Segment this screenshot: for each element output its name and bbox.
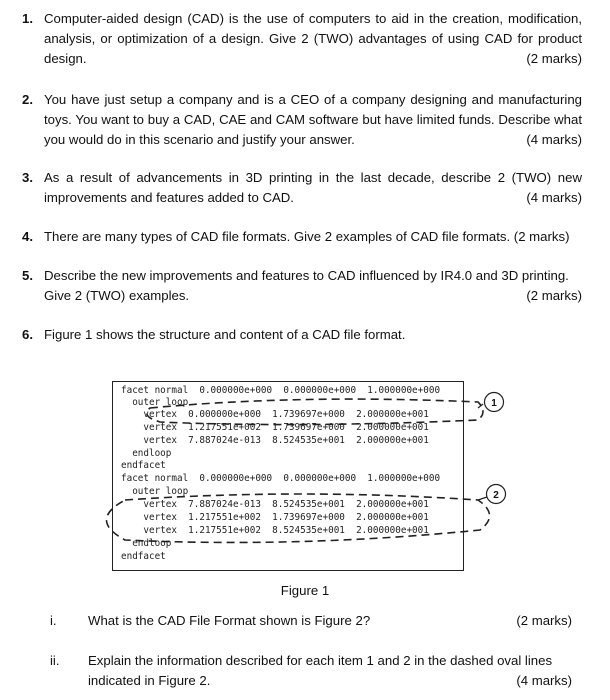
stl-line: vertex 7.887024e-013 8.524535e+001 2.000000e+001 xyxy=(121,499,429,510)
question-marks: (2 marks) xyxy=(513,229,570,244)
stl-line: outer loop xyxy=(121,397,189,408)
subquestion-text xyxy=(88,611,572,631)
subquestion-text xyxy=(88,651,572,691)
question-body: Figure 1 shows the structure and content of a CAD file format. xyxy=(44,327,406,342)
stl-line: facet normal 0.000000e+000 0.000000e+000 1.000000e+000 xyxy=(121,385,441,396)
question-number: 4. xyxy=(22,229,33,244)
subquestion-marks: (4 marks) xyxy=(516,673,572,688)
subquestion-i xyxy=(50,611,572,633)
subquestion-number: ii. xyxy=(50,653,60,668)
question-number: 3. xyxy=(22,170,33,185)
question-body: You have just setup a company and is a CEO of a company designing and manufacturing toys. You want to buy a CAD, CAE and CAM software but have limited funds. Describe what you would do in this scenario and justify your answer. xyxy=(44,92,582,147)
subquestion-body: Explain the information described for each item 1 and 2 in the dashed oval lines indicated in Figure 2. xyxy=(88,653,553,688)
stl-line: vertex 1.217551e+002 1.739697e+000 2.000000e+001 xyxy=(121,422,429,433)
subquestion-marks: (2 marks) xyxy=(516,613,572,628)
question-number: 5. xyxy=(22,268,33,283)
stl-line: endloop xyxy=(121,538,172,549)
question-number: 1. xyxy=(22,11,33,26)
dashed-oval-2 xyxy=(107,494,490,542)
stl-line: vertex 1.217551e+002 8.524535e+001 2.000000e+001 xyxy=(121,525,429,536)
dashed-oval-1 xyxy=(147,399,483,424)
question-number: 6. xyxy=(22,327,33,342)
stl-line: facet normal 0.000000e+000 0.000000e+000 1.000000e+000 xyxy=(121,473,441,484)
question-marks: (2 marks) xyxy=(526,288,582,303)
subquestion-number: i. xyxy=(50,613,57,628)
stl-line: vertex 7.887024e-013 8.524535e+001 2.000000e+001 xyxy=(121,435,429,446)
callout-1-label: 1 xyxy=(491,398,497,409)
question-number: 2. xyxy=(22,92,33,107)
question-marks: (2 marks) xyxy=(526,51,582,66)
stl-line: outer loop xyxy=(121,486,189,497)
stl-line: endfacet xyxy=(121,460,166,471)
question-marks: (4 marks) xyxy=(526,190,582,205)
stl-line: vertex 0.000000e+000 1.739697e+000 2.000000e+001 xyxy=(121,409,429,420)
question-marks: (4 marks) xyxy=(526,132,582,147)
figure-caption: Figure 1 xyxy=(280,583,330,598)
subquestion-ii xyxy=(50,651,572,693)
stl-line: vertex 1.217551e+002 1.739697e+000 2.000000e+001 xyxy=(121,512,429,523)
question-body: As a result of advancements in 3D printing in the last decade, describe 2 (TWO) new improvements and features added to CAD. xyxy=(44,170,582,205)
question-body: Describe the new improvements and features to CAD influenced by IR4.0 and 3D printing. Give 2 (TWO) examples. xyxy=(44,268,569,303)
callout-2-connector xyxy=(478,497,487,500)
question-body: There are many types of CAD file formats. Give 2 examples of CAD file formats. xyxy=(44,229,511,244)
question-body: Computer-aided design (CAD) is the use of computers to aid in the creation, modification, analysis, or optimization of a design. Give 2 (TWO) advantages of using CAD for product design. xyxy=(44,11,582,66)
stl-line: endloop xyxy=(121,448,172,459)
subquestion-body: What is the CAD File Format shown is Figure 2? xyxy=(88,613,371,628)
stl-line: endfacet xyxy=(121,551,166,562)
callout-2-label: 2 xyxy=(493,490,499,501)
